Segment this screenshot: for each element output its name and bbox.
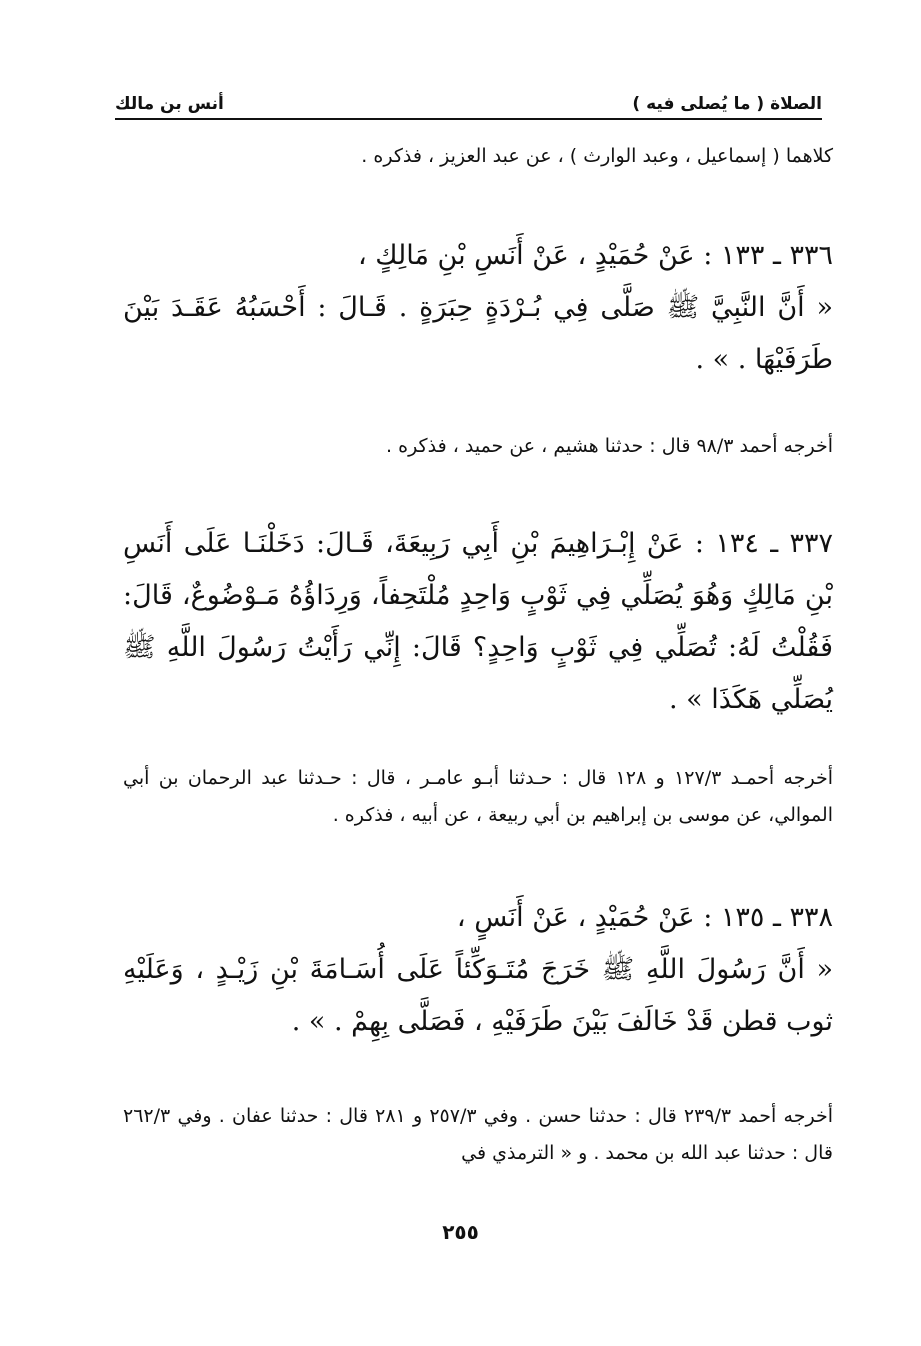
note-338 [123,1098,833,1172]
note-337-text: أخرجه أحمـد ١٢٧/٣ و ١٢٨ قال : حـدثنا أبـو عامـر ، قال : حـدثنا عبد الرحمان بن أبي الموالي، عن موسى بن إبراهيم بن أبي ربيعة ، عن أبيه ، فذكره . [123,767,833,826]
note-336-text: أخرجه أحمد ٩٨/٣ قال : حدثنا هشيم ، عن حميد ، فذكره . [386,435,833,457]
running-header [115,84,822,120]
top-note [123,138,833,175]
hadith-336 [123,230,833,386]
hadith-338 [123,892,833,1048]
hadith-336-text: « أَنَّ النَّبِيَّ ﷺ صَلَّى فِي بُـرْدَةٍ حِبَرَةٍ . قَـالَ : أَحْسَبُهُ عَقَـدَ بَيْنَ طَرَفَيْهَا . » . [123,292,833,375]
header-chapter-title: الصلاة ( ما يُصلى فيه ) [628,94,822,114]
hadith-336-heading: ٣٣٦ ـ ١٣٣ : عَنْ حُمَيْدٍ ، عَنْ أَنَسِ بْنِ مَالِكٍ ، [357,240,833,271]
note-338-text: أخرجه أحمد ٢٣٩/٣ قال : حدثنا حسن . وفي ٢٥٧/٣ و ٢٨١ قال : حدثنا عفان . وفي ٢٦٢/٣ قال : حدثنا عبد الله بن محمد . و « الترمذي في [123,1105,833,1164]
hadith-338-text: « أَنَّ رَسُولَ اللَّهِ ﷺ خَرَجَ مُتَـوَكِّئاً عَلَى أُسَـامَةَ بْنِ زَيْـدٍ ، وَعَلَيْهِ ثوب قطن قَدْ خَالَفَ بَيْنَ طَرَفَيْهِ ، فَصَلَّى بِهِمْ . » . [123,954,833,1037]
note-336 [123,428,833,465]
page-number: ٢٥٥ [442,1220,479,1244]
header-narrator-name: أنس بن مالك [115,94,228,114]
note-337 [123,760,833,834]
hadith-338-heading: ٣٣٨ ـ ١٣٥ : عَنْ حُمَيْدٍ ، عَنْ أَنَسٍ ، [456,902,833,933]
hadith-337 [123,518,833,726]
hadith-337-text: ٣٣٧ ـ ١٣٤ : عَنْ إِبْـرَاهِيمَ بْنِ أَبِي رَبِيعَةَ، قَـالَ: دَخَلْنَـا عَلَى أَنَسِ بْنِ مَالِكٍ وَهُوَ يُصَلِّي فِي ثَوْبٍ وَاحِدٍ مُلْتَحِفاً، وَرِدَاؤُهُ مَـوْضُوعٌ، قَالَ: فَقُلْتُ لَهُ: تُصَلِّي فِي ثَوْبٍ وَاحِدٍ؟ قَالَ: إِنِّي رَأَيْتُ رَسُولَ اللَّهِ ﷺ يُصَلِّي هَكَذَا » . [123,528,833,715]
top-note-text: كلاهما ( إسماعيل ، وعبد الوارث ) ، عن عبد العزيز ، فذكره . [361,145,833,167]
